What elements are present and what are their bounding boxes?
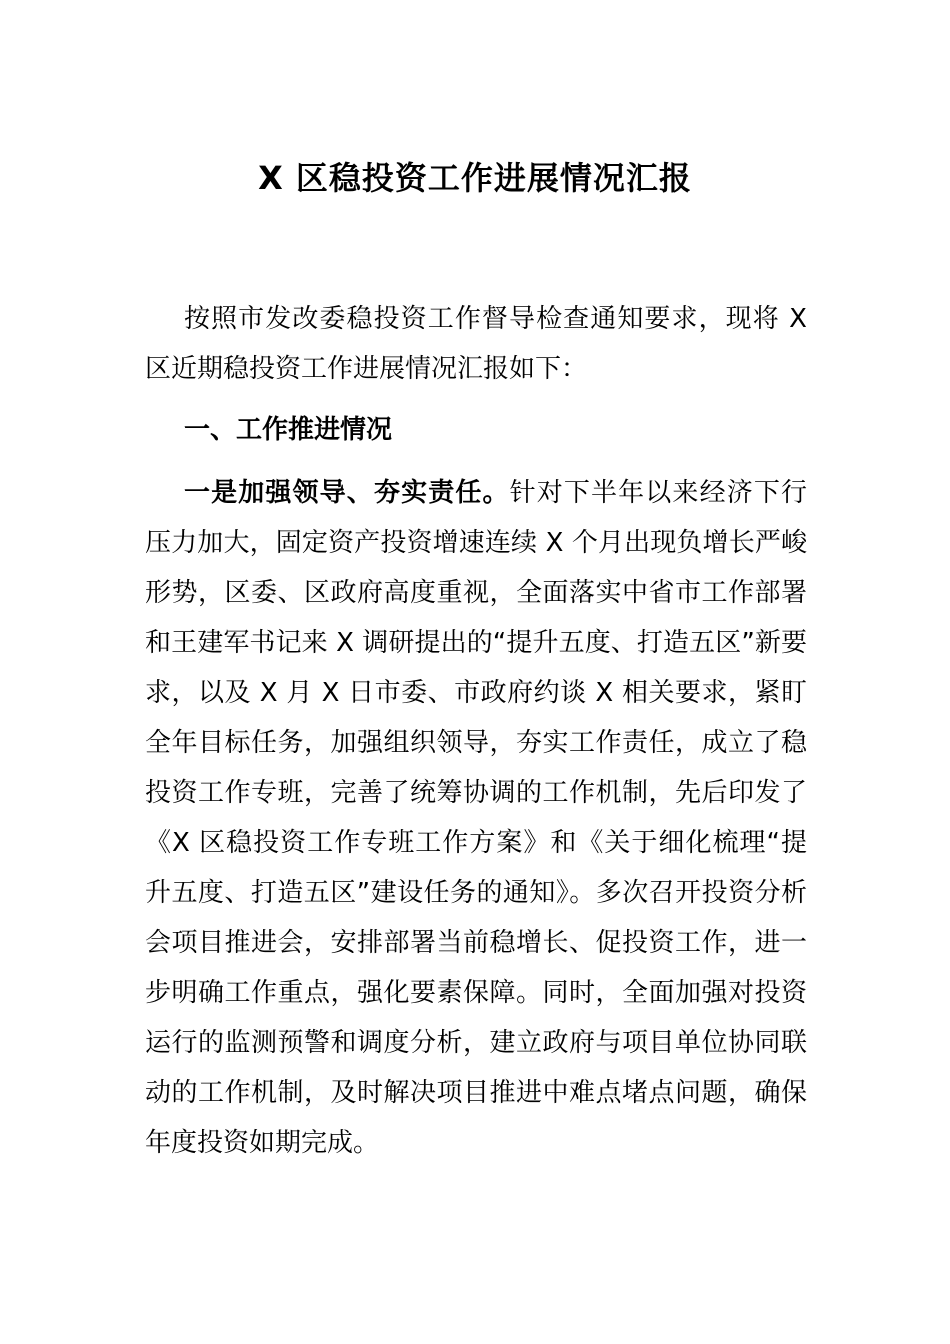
paragraph-lead: 一是加强领导、夯实责任。 bbox=[184, 478, 510, 508]
intro-paragraph: 按照市发改委稳投资工作督导检查通知要求，现将 X 区近期稳投资工作进展情况汇报如下： bbox=[145, 304, 807, 384]
body-paragraph bbox=[145, 468, 807, 1168]
document-title: X 区稳投资工作进展情况汇报 bbox=[258, 159, 692, 197]
paragraph-body: 针对下半年以来经济下行压力加大，固定资产投资增速连续 X 个月出现负增长严峻形势，区委、区政府高度重视，全面落实中省市工作部署和王建军书记来 X 调研提出的“提升五度、打造五区”新要求，以及 X 月 X 日市委、市政府约谈 X 相关要求，紧盯全年目标任务，加强组织领导，夯实工作责任，成立了稳投资工作专班，完善了统筹协调的工作机制，先后印发了《X 区稳投资工作专班工作方案》和《关于细化梳理“提升五度、打造五区”建设任务的通知》。多次召开投资分析会项目推进会，安排部署当前稳增长、促投资工作，进一步明确工作重点，强化要素保障。同时，全面加强对投资运行的监测预警和调度分析，建立政府与项目单位协同联动的工作机制，及时解决项目推进中难点堵点问题，确保年度投资如期完成。 bbox=[145, 478, 807, 1158]
section-heading: 一、工作推进情况 bbox=[184, 415, 393, 445]
